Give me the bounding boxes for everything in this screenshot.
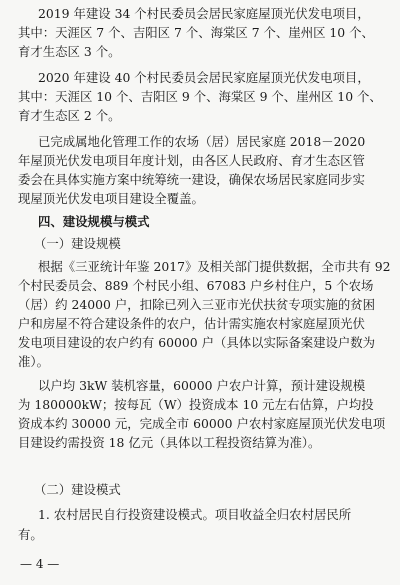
paragraph-line: 户和房屋不符合建设条件的农户，估计需实施农村家庭屋顶光伏 [18, 316, 365, 331]
paragraph-line: 2020 年建设 40 个村民委员会居民家庭屋顶光伏发电项目， [38, 70, 370, 85]
paragraph-line: 委会在具体实施方案中统筹统一建设，确保农场居民家庭同步实 [18, 172, 365, 187]
paragraph-line: 其中：天涯区 7 个、吉阳区 7 个、海棠区 7 个、崖州区 10 个、 [18, 25, 374, 40]
paragraph-line: 育才生态区 3 个。 [18, 44, 121, 59]
subsection-heading: （二）建设模式 [34, 482, 121, 497]
paragraph-line: 1. 农村居民自行投资建设模式。项目收益全归农村居民所 [38, 507, 352, 522]
paragraph-line: 根据《三亚统计年鉴 2017》及相关部门提供数据，全市共有 92 [38, 259, 391, 274]
paragraph-line: 现屋顶光伏发电项目建设全覆盖。 [18, 191, 204, 206]
paragraph-line: 个村民委员会、889 个村民小组、67083 户乡村住户，5 个农场 [18, 278, 374, 293]
paragraph-line: 发电项目建设的农户约有 60000 户（具体以实际备案建设户数为 [18, 335, 376, 350]
paragraph-line: 资成本约 30000 元，完成全市 60000 户农村家庭屋顶光伏发电项 [18, 416, 386, 431]
section-heading: 四、建设规模与模式 [38, 214, 150, 229]
paragraph-line: 2019 年建设 34 个村民委员会居民家庭屋顶光伏发电项目， [38, 6, 370, 21]
paragraph-line: 目建设约需投资 18 亿元（具体以工程投资结算为准）。 [18, 435, 321, 450]
paragraph-line: 以户均 3kW 装机容量，60000 户农户计算，预计建设规模 [38, 378, 366, 393]
paragraph-line: 为 180000kW；按每瓦（W）投资成本 10 元左右估算，户均投 [18, 397, 374, 412]
paragraph-line: 育才生态区 2 个。 [18, 108, 121, 123]
paragraph-line: 其中：天涯区 10 个、吉阳区 9 个、海棠区 9 个、崖州区 10 个、 [18, 89, 382, 104]
paragraph-line: 已完成属地化管理工作的农场（居）居民家庭 2018－2020 [38, 134, 366, 149]
subsection-heading: （一）建设规模 [34, 236, 121, 251]
paragraph-line: 有。 [18, 527, 43, 542]
paragraph-line: （居）约 24000 户，扣除已列入三亚市光伏扶贫专项实施的贫困 [18, 297, 376, 312]
paragraph-line: 准）。 [18, 354, 49, 369]
paragraph-line: 年屋顶光伏发电项目年度计划，由各区人民政府、育才生态区管 [18, 153, 365, 168]
page-number: — 4 — [20, 557, 60, 571]
